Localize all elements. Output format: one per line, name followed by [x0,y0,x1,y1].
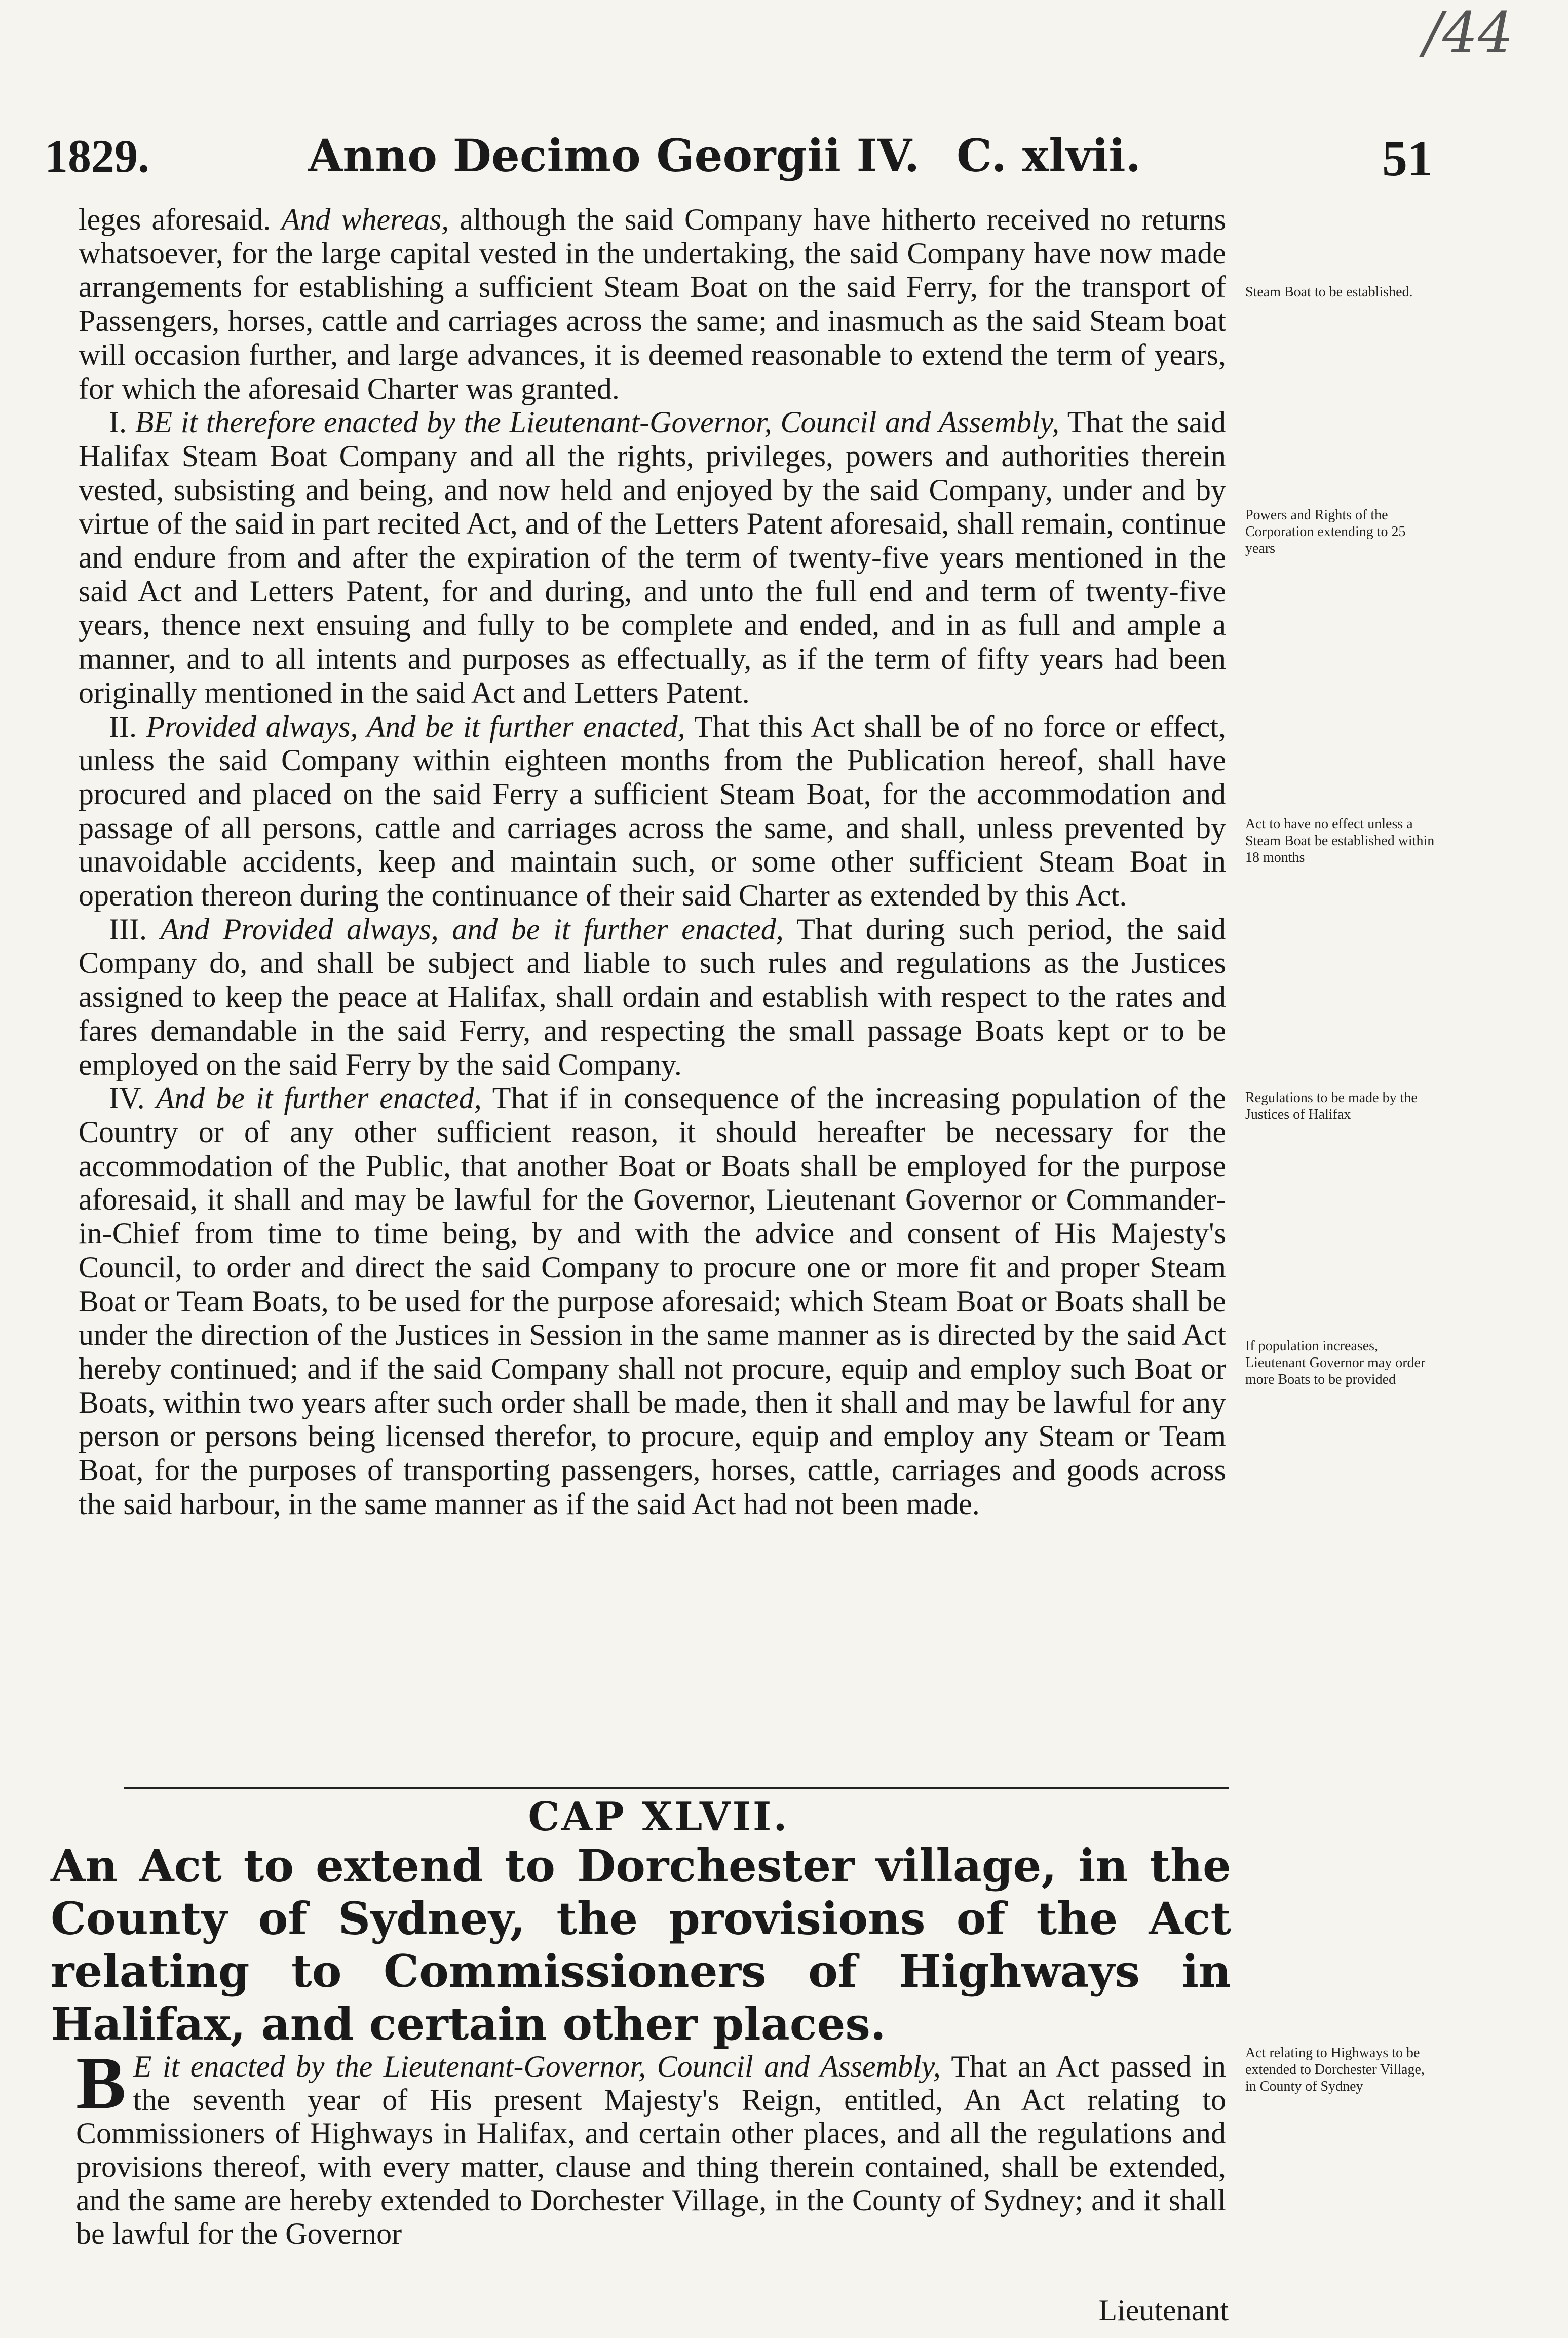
preamble-text: although the said Company have hitherto received no returns whatsoever, for the large capital vested in the undertaking, the said Company have now made arrangements for establishing a sufficient Steam Boat on the said Ferry, for the transport of Passengers, horses, cattle and carriages across the same; and inasmuch as the said Steam boat will occasion further, and large advances, it is deemed reasonable to extend the term of years, for which the aforesaid Charter was granted. [79,203,1226,405]
margin-note-population: If population increases, Lieutenant Governor may order more Boats to be provided [1245,1338,1426,1387]
act-body-text: That an Act passed in the seventh year of His present Majesty's Reign, entitled, An Act relating to Commissioners of Highways in Halifax, and certain other places, and all the regulations and provisions thereof, with every matter, clause and thing therein contained, shall be extended, and the same are hereby extended to Dorchester Village, in the County of Sydney; and it shall be lawful for the Governor [76,2050,1226,2250]
act-enacting-clause: E it enacted by the Lieutenant-Governor, Council and Assembly, [133,2050,941,2083]
section-4-number: IV. [109,1081,156,1115]
section-4-enacting-clause: And be it further enacted, [156,1081,482,1115]
preamble-text-start: leges aforesaid. [79,203,282,236]
section-2-enacting-clause: Provided always, And be it further enacted, [146,709,685,743]
margin-note-act-effect: Act to have no effect unless a Steam Boat be established within 18 months [1245,816,1435,865]
margin-note-regulations: Regulations to be made by the Justices of Halifax [1245,1090,1418,1122]
margin-note-highways: Act relating to Highways to be extended to Dorchester Village, in County of Sydney [1245,2045,1425,2094]
catchword: Lieutenant [1098,2293,1229,2327]
section-2-paragraph [79,710,1226,913]
act-title: An Act to extend to Dorchester village, in the County of Sydney, the provisions of the Act relating to Commissioners of Highways in Halifax, and certain other places. [51,1839,1231,2050]
section-1-enacting-clause: BE it therefore enacted by the Lieutenant-Governor, Council and Assembly, [135,405,1060,439]
header-chapter: C. xlvii. [957,129,1141,182]
act-body-paragraph [76,2042,1226,2250]
section-3-enacting-clause: And Provided always, and be it further enacted, [160,912,784,946]
section-2-number: II. [109,709,146,743]
preamble-paragraph [79,203,1226,405]
margin-note-steam-boat: Steam Boat to be established. [1245,284,1413,300]
section-3-paragraph [79,913,1226,1082]
handwritten-folio-number: /44 [1424,0,1514,65]
section-4-paragraph [79,1081,1226,1521]
header-title: Anno Decimo Georgii IV. [308,129,920,182]
section-4-text: That if in consequence of the increasing population of the Country or of any other sufficient reason, it should hereafter be necessary for the accommodation of the Public, that another Boat or Boats shall be employed for the purpose aforesaid, it shall and may be lawful for the Governor, Lieutenant Governor or Commander-in-Chief from time to time being, by and with the advice and consent of His Majesty's Council, to order and direct the said Company to procure one or more fit and proper Steam Boat or Team Boats, to be used for the purpose aforesaid; which Steam Boat or Boats shall be under the direction of the Justices in Session in the same manner as is directed by the said Act hereby continued; and if the said Company shall not procure, equip and employ such Boat or Boats, within two years after such order shall be made, then it shall and may be lawful for any person or persons being licensed therefor, to procure, equip and employ any Steam or Team Boat, for the purposes of transporting passengers, horses, cattle, carriages and goods across the said harbour, in the same manner as if the said Act had not been made. [79,1081,1226,1521]
header-year: 1829. [45,130,149,182]
statute-body [79,203,1226,1521]
section-1-number: I. [109,405,135,439]
section-1-paragraph [79,405,1226,709]
page-number: 51 [1382,130,1433,186]
chapter-heading: CAP XLVII. [528,1794,789,1840]
drop-cap: B [76,2042,126,2125]
section-3-number: III. [109,912,161,946]
running-header [45,129,1433,195]
section-divider [124,1787,1229,1789]
section-2-text: That this Act shall be of no force or effect, unless the said Company within eighteen months from the Publication hereof, shall have procured and placed on the said Ferry a sufficient Steam Boat, for the accommodation and passage of all persons, cattle and carriages across the same, and shall, unless prevented by unavoidable accidents, keep and maintain such, or some other sufficient Steam Boat in operation thereon during the continuance of their said Charter as extended by this Act. [79,709,1226,913]
margin-note-powers: Powers and Rights of the Corporation extending to 25 years [1245,507,1406,556]
section-3-text: That during such period, the said Company do, and shall be subject and liable to such rules and regulations as the Justices assigned to keep the peace at Halifax, shall ordain and establish with respect to the rates and fares demandable in the said Ferry, and respecting the small passage Boats kept or to be employed on the said Ferry by the said Company. [79,912,1227,1081]
preamble-italic: And whereas, [281,203,449,236]
section-1-text: That the said Halifax Steam Boat Company and all the rights, privileges, powers and authorities therein vested, subsisting and being, and now held and enjoyed by the said Company, under and by virtue of the said in part recited Act, and of the Letters Patent aforesaid, shall remain, continue and endure from and after the expiration of the term of twenty-five years mentioned in the said Act and Letters Patent, for and during, and unto the full end and term of twenty-five years, thence next ensuing and fully to be complete and ended, and in as full and ample a manner, and to all intents and purposes as effectually, as if the term of fifty years had been originally mentioned in the said Act and Letters Patent. [79,405,1226,709]
